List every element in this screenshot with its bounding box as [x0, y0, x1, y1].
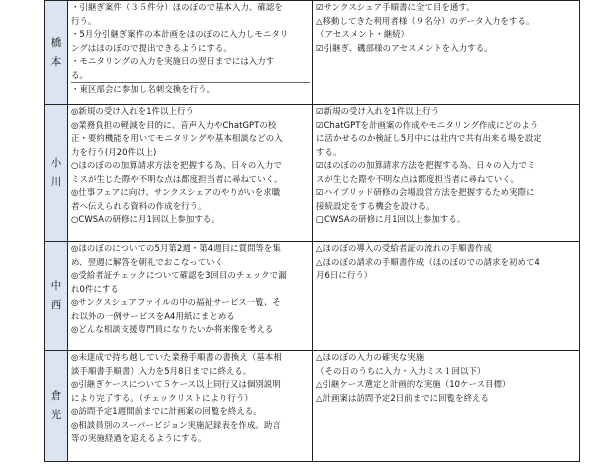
- goal-line: め、翌週に解答を朝礼でおこなっていく: [71, 256, 224, 267]
- result-line: する。: [316, 146, 342, 157]
- goal-line: ◎未達成で持ち越していた業務手順書の書換え（基本相: [71, 352, 282, 362]
- staff-name: 橋本: [50, 36, 62, 68]
- goal-line: [71, 1, 310, 15]
- goal-line: ◎受給者証チェックについて確認を3回目のチェックで漏: [71, 270, 287, 280]
- goal-line: ◎サンクスシェアファイルの中の福祉サービス一覧、そ: [71, 297, 281, 307]
- table-row: [45, 1, 580, 105]
- goal-line: 正・要約機能を用いてモニタリングや基本相談などの入: [71, 133, 283, 143]
- goal-line: により完了する。（チェックリストにより行う）: [71, 392, 253, 403]
- goals-cell: [68, 1, 313, 105]
- goal-line: ・モニタリングの入力を実施日の翌日までには入力す: [71, 56, 275, 66]
- goal-line: ングはほのぼので提出できるようにする。: [71, 42, 232, 53]
- results-cell: [313, 1, 580, 105]
- result-line: ☑引継ぎ、磯部様のアセスメントを入力する。: [316, 42, 493, 53]
- goal-line: ◎新規の受け入れを1件以上行う: [71, 106, 195, 116]
- result-line: （アセスメント・継続）: [316, 29, 410, 39]
- goals-cell: [68, 351, 313, 462]
- goal-line: 談手順書手順書）入力を5月8日までに終える。: [71, 365, 252, 376]
- goal-line: れ0件にする: [71, 283, 119, 294]
- staff-name-cell: [45, 242, 68, 351]
- result-line: ☑新規の受け入れを1件以上行う: [316, 106, 440, 116]
- goal-line: 等の実施経過を追えるようにする。: [71, 433, 207, 443]
- goals-cell: [68, 105, 313, 242]
- goal-line: ◎引継ぎケースについて５ケース以上同行又は個別説明: [71, 379, 281, 389]
- staff-name-cell: [45, 105, 68, 242]
- result-line: 接続設定をする機会を設ける。: [316, 200, 435, 211]
- goal-line: ◎ほのぼのについての5月第2週・第4週目に質問等を集: [71, 243, 281, 253]
- result-line: ☑サンクスシェア手順書に全て目を通す。: [316, 2, 475, 12]
- goal-line: ◎業務負担の軽減を目的に、音声入力やChatGPTの校: [71, 119, 277, 130]
- staff-name: 小川: [50, 157, 62, 188]
- staff-name: 中西: [50, 280, 62, 311]
- goal-line: る。: [71, 69, 88, 80]
- result-line: △移動してきた利用者様（９名分）のデータ入力をする。: [316, 15, 535, 26]
- result-line: △ほのぼの請求の手順書作成（ほのぼのでの請求を初めて4: [316, 256, 540, 267]
- goal-line: ・東区部会に参加し名刺交換を行う。: [71, 82, 310, 97]
- staff-name: 倉光: [50, 390, 62, 421]
- goal-line: れ以外の一例サービスをA4用紙にまとめる: [71, 310, 235, 321]
- result-line: に活かせるのか検証し5月中には社内で共有出来る場を設定: [316, 133, 542, 143]
- goal-line: ◎どんな相談支援専門員になりたいか将来像を考える: [71, 324, 274, 334]
- goal-line: ◎相談員別のスーパービジョン実施記録表を作成。助言: [71, 419, 281, 430]
- goal-text: ・引継ぎ案件（３５件分）ほのぼので基本入力、確認を: [71, 2, 283, 12]
- result-line: △ほのぼの導入の受給者証の流れの手順書作成: [316, 243, 493, 253]
- result-line: △ほのぼの入力の確実な実施: [316, 352, 425, 362]
- result-line: 月6日に行う）: [316, 270, 373, 280]
- result-line: （その日のうちに入力・入力ミス１回以下）: [316, 365, 486, 376]
- goal-line: ○ほのぼのの加算請求方法を把握する為、日々の入力で: [71, 160, 282, 170]
- goal-line: ・5月分引継ぎ案件の本計画をほのぼのに入力しモニタリ: [71, 29, 289, 39]
- goals-cell: [68, 242, 313, 351]
- result-line: □CWSAの研修に月1回以上参加する。: [316, 214, 466, 224]
- result-line: ☑ほのぼのの加算請求方法を把握する為、日々の入力でミ: [316, 160, 536, 170]
- results-cell: [313, 242, 580, 351]
- goal-line: ◎仕事フェアに向け、サンクスシェアのやりがいを求職: [71, 187, 281, 197]
- results-cell: [313, 105, 580, 242]
- table-row: [45, 105, 580, 242]
- results-cell: [313, 351, 580, 462]
- goal-line: ミスが生じた際や不明な点は都度担当者に尋ねていく。: [71, 173, 283, 184]
- result-line: △引継ケース選定と計画的な実施（10ケース目標）: [316, 379, 511, 389]
- table-row: [45, 242, 580, 351]
- table-row: [45, 351, 580, 462]
- result-line: ☑ハイブリッド研修の会場設営方法を把握するため実際に: [316, 187, 535, 197]
- result-line: スが生じた際や不明な点は都度担当者に尋ねていく。: [316, 173, 520, 184]
- result-line: △計画案は訪問予定2日前までに回覧を終える: [316, 392, 489, 403]
- goal-line: 者へ伝えられる資料の作成を行う。: [71, 200, 207, 211]
- goal-line: ○CWSAの研修に月1回以上参加する。: [71, 214, 220, 224]
- staff-name-cell: [45, 1, 68, 105]
- staff-name-cell: [45, 351, 68, 462]
- goal-line: 行う。: [71, 15, 97, 26]
- goal-line: 力を行う(月20件以上): [71, 146, 157, 157]
- goal-line: ◎訪問予定1週間前までに計画案の回覧を終える。: [71, 406, 262, 416]
- goals-table: [44, 0, 580, 462]
- result-line: ☑ChatGPTを計画案の作成やモニタリング作成にどのよう: [316, 119, 539, 130]
